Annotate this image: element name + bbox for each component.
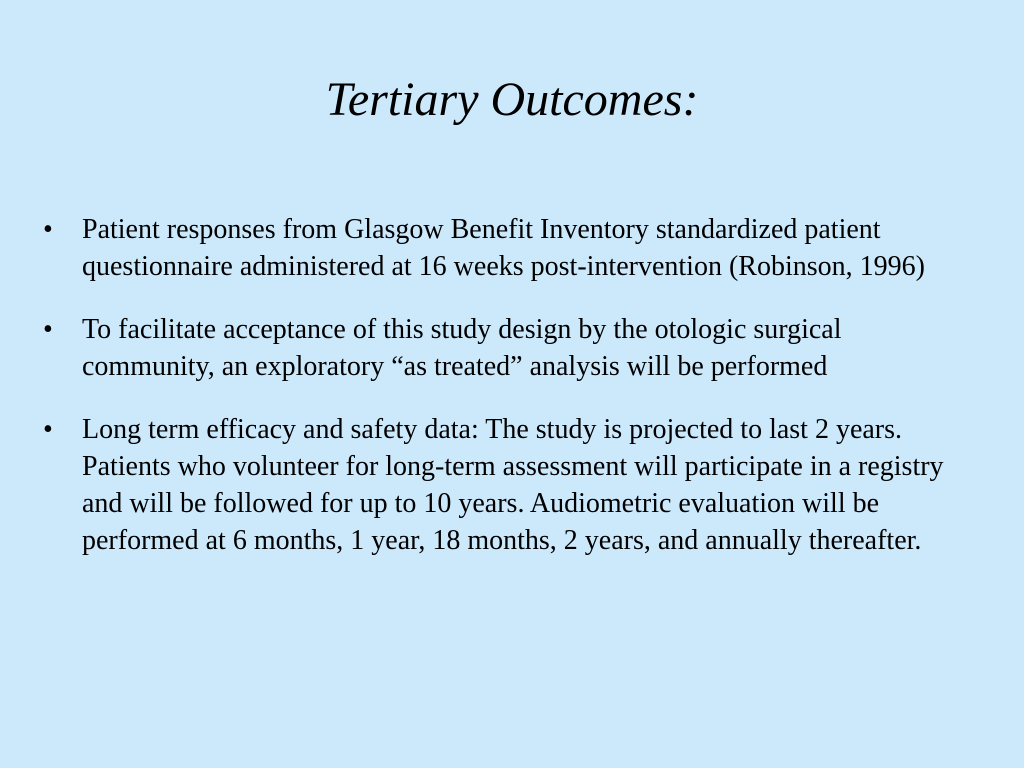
bullet-dot-icon: • xyxy=(43,314,53,345)
bullet-dot-icon: • xyxy=(43,214,53,245)
bullet-list xyxy=(40,211,980,585)
bullet-text: To facilitate acceptance of this study design by the otologic surgical community, an exploratory “as treated” analysis will be performed xyxy=(82,314,842,382)
bullet-dot-icon: • xyxy=(43,414,53,445)
bullet-text: Patient responses from Glasgow Benefit Inventory standardized patient questionnaire administered at 16 weeks post-intervention (Robinson, 1996) xyxy=(82,214,925,282)
bullet-item-as-treated-analysis xyxy=(40,311,980,385)
bullet-text: Long term efficacy and safety data: The study is projected to last 2 years. Patients who volunteer for long-term assessment will participate in a registry and will be followed for up to 10 years. Audiometric evaluation will be performed at 6 months, 1 year, 18 months, 2 years, and annually thereafter. xyxy=(82,414,944,556)
slide-title: Tertiary Outcomes: xyxy=(325,73,699,126)
bullet-item-glasgow-benefit xyxy=(40,211,980,285)
bullet-item-long-term-efficacy xyxy=(40,411,980,559)
